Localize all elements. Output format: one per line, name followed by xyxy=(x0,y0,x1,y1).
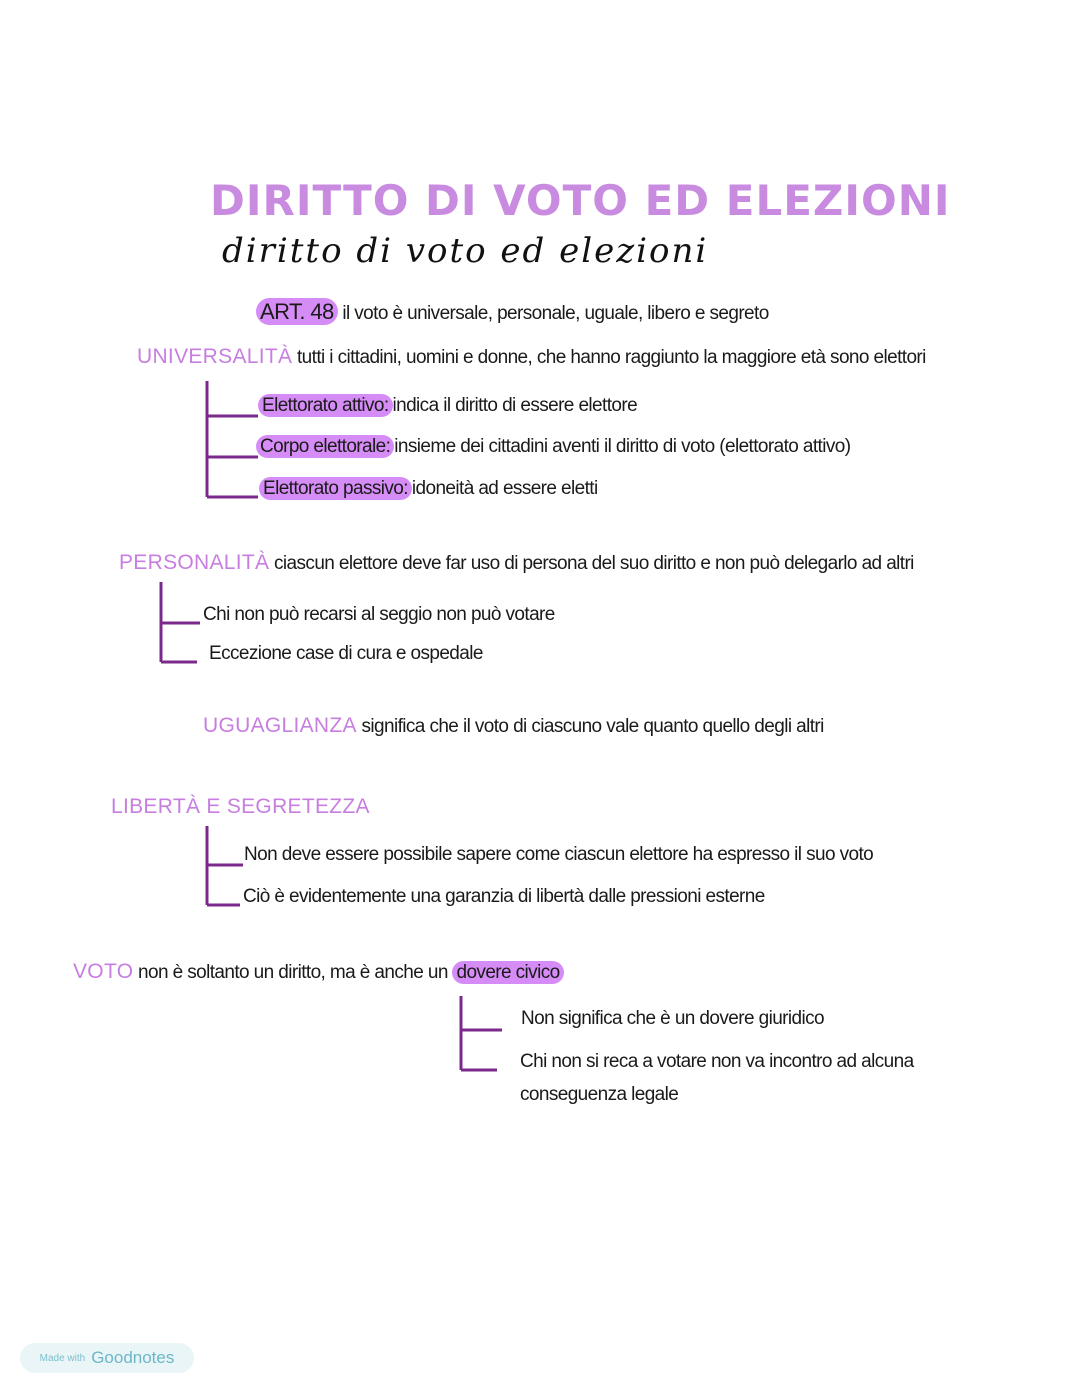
list-item: Non significa che è un dovere giuridico xyxy=(521,1008,824,1029)
term-text: indica il diritto di essere elettore xyxy=(392,395,638,416)
uguaglianza-text: significa che il voto di ciascuno vale quanto quello degli altri xyxy=(361,716,824,737)
term-highlight: Corpo elettorale: xyxy=(256,435,394,458)
uguaglianza-line xyxy=(203,714,824,739)
list-item: Eccezione case di cura e ospedale xyxy=(209,643,483,664)
voto-line xyxy=(73,960,564,985)
term-highlight: Elettorato passivo: xyxy=(259,477,412,500)
bracket-voto xyxy=(461,996,502,1070)
list-item: Non deve essere possibile sapere come ciascun elettore ha espresso il suo voto xyxy=(244,844,874,865)
list-item xyxy=(258,394,637,418)
list-item xyxy=(256,435,850,459)
list-item: conseguenza legale xyxy=(520,1084,679,1105)
art-48-line xyxy=(256,300,769,326)
personalita-label: PERSONALITÀ xyxy=(119,551,270,574)
badge-made-with: Made with xyxy=(39,1352,86,1364)
personalita-line xyxy=(119,551,914,576)
uguaglianza-label: UGUAGLIANZA xyxy=(203,714,357,737)
list-item: Ciò è evidentemente una garanzia di libertà dalle pressioni esterne xyxy=(243,886,765,907)
bracket-personalita xyxy=(161,582,200,662)
goodnotes-badge[interactable] xyxy=(20,1343,194,1373)
list-item xyxy=(259,477,598,501)
art-text: il voto è universale, personale, uguale, libero e segreto xyxy=(342,303,769,324)
list-item: Chi non si reca a votare non va incontro ad alcuna xyxy=(520,1051,914,1072)
title-script: diritto di voto ed elezioni xyxy=(222,231,709,271)
liberta-label: LIBERTÀ E SEGRETEZZA xyxy=(111,795,370,818)
term-text: insieme dei cittadini aventi il diritto di voto (elettorato attivo) xyxy=(394,436,851,457)
bracket-universalita xyxy=(207,381,258,497)
universalita-line xyxy=(137,345,926,370)
voto-text: non è soltanto un diritto, ma è anche un xyxy=(138,962,448,983)
title-print: DIRITTO DI VOTO ED ELEZIONI xyxy=(210,176,951,225)
term-highlight: Elettorato attivo: xyxy=(258,394,393,417)
bracket-liberta xyxy=(207,826,243,905)
personalita-text: ciascun elettore deve far uso di persona del suo diritto e non può delegarlo ad altri xyxy=(274,553,914,574)
art-label: ART. 48 xyxy=(256,298,338,325)
term-text: idoneità ad essere eletti xyxy=(411,478,598,499)
universalita-label: UNIVERSALITÀ xyxy=(137,345,293,368)
badge-brand: Goodnotes xyxy=(91,1348,175,1367)
list-item: Chi non può recarsi al seggio non può votare xyxy=(203,604,555,625)
universalita-text: tutti i cittadini, uomini e donne, che hanno raggiunto la maggiore età sono elettori xyxy=(297,347,926,368)
voto-highlight: dovere civico xyxy=(452,961,563,984)
voto-label: VOTO xyxy=(73,960,134,983)
